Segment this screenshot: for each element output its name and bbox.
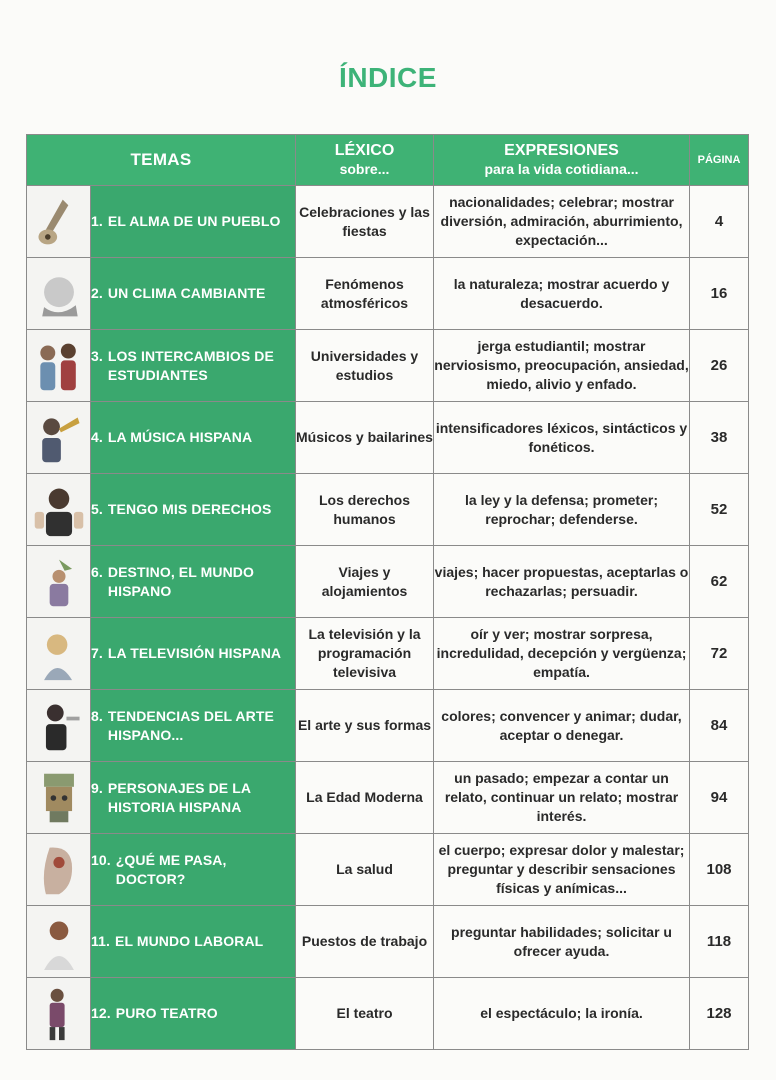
- tema-cell: [91, 834, 296, 906]
- pagina-cell: 26: [690, 330, 749, 402]
- woman-hands-icon: [31, 478, 87, 542]
- tema-cell: [91, 186, 296, 258]
- tema-title: LA TELEVISIÓN HISPANA: [107, 645, 282, 661]
- tema-number: 2.: [91, 285, 103, 301]
- lexico-cell: Universidades y estudios: [296, 330, 434, 402]
- expresiones-cell: la naturaleza; mostrar acuerdo y desacuerdo.: [434, 258, 690, 330]
- table-row: [27, 834, 749, 906]
- pagina-cell: 128: [690, 978, 749, 1050]
- lexico-cell: La televisión y la programación televisiva: [296, 618, 434, 690]
- pagina-cell: 38: [690, 402, 749, 474]
- tema-title: LA MÚSICA HISPANA: [107, 429, 253, 445]
- lexico-cell: Viajes y alojamientos: [296, 546, 434, 618]
- artist-icon: [31, 694, 87, 758]
- tema-title: DESTINO, EL MUNDO HISPANO: [107, 563, 255, 599]
- expresiones-cell: el cuerpo; expresar dolor y malestar; preguntar y describir sensaciones físicas y anímicas...: [434, 834, 690, 906]
- table-row: [27, 330, 749, 402]
- pagina-cell: 62: [690, 546, 749, 618]
- aztec-mask-icon: [31, 766, 87, 830]
- worker-woman-icon: [31, 910, 87, 974]
- tema-cell: [91, 618, 296, 690]
- header-expresiones-main: EXPRESIONES: [504, 142, 619, 159]
- pagina-cell: 16: [690, 258, 749, 330]
- thumbnail-cell: [27, 834, 91, 906]
- thumbnail-cell: [27, 474, 91, 546]
- tema-cell: [91, 402, 296, 474]
- table-row: [27, 402, 749, 474]
- expresiones-cell: oír y ver; mostrar sorpresa, incredulidad, decepción y vergüenza; empatía.: [434, 618, 690, 690]
- tema-number: 5.: [91, 501, 103, 517]
- tema-title: PURO TEATRO: [115, 1005, 218, 1021]
- lexico-cell: Los derechos humanos: [296, 474, 434, 546]
- pagina-cell: 118: [690, 906, 749, 978]
- tema-cell: [91, 546, 296, 618]
- tema-number: 3.: [91, 347, 103, 364]
- traveler-icon: [31, 550, 87, 614]
- header-expresiones-sub: para la vida cotidiana...: [484, 161, 639, 177]
- tema-title: EL MUNDO LABORAL: [115, 933, 264, 949]
- expresiones-cell: preguntar habilidades; solicitar u ofrecer ayuda.: [434, 906, 690, 978]
- tema-title: PERSONAJES DE LA HISTORIA HISPANA: [107, 779, 251, 815]
- tema-title: TENGO MIS DERECHOS: [107, 501, 272, 517]
- lexico-cell: Puestos de trabajo: [296, 906, 434, 978]
- expresiones-cell: viajes; hacer propuestas, aceptarlas o rechazarlas; persuadir.: [434, 546, 690, 618]
- tema-title: UN CLIMA CAMBIANTE: [107, 285, 266, 301]
- header-lexico: [296, 135, 434, 186]
- guitar-icon: [31, 190, 87, 254]
- tema-title: EL ALMA DE UN PUEBLO: [107, 213, 281, 229]
- thumbnail-cell: [27, 546, 91, 618]
- table-row: [27, 690, 749, 762]
- tema-title: TENDENCIAS DEL ARTE HISPANO...: [107, 707, 274, 743]
- lexico-cell: Celebraciones y las fiestas: [296, 186, 434, 258]
- table-row: [27, 978, 749, 1050]
- expresiones-cell: jerga estudiantil; mostrar nerviosismo, preocupación, ansiedad, miedo, alivio y enfado.: [434, 330, 690, 402]
- thumbnail-cell: [27, 330, 91, 402]
- tema-cell: [91, 330, 296, 402]
- woman-tv-icon: [31, 622, 87, 686]
- table-row: [27, 258, 749, 330]
- tema-number: 1.: [91, 213, 103, 229]
- thumbnail-cell: [27, 690, 91, 762]
- tema-number: 6.: [91, 563, 103, 580]
- tema-cell: [91, 474, 296, 546]
- table-row: [27, 546, 749, 618]
- tema-title: LOS INTERCAMBIOS DE ESTUDIANTES: [107, 347, 274, 383]
- anatomy-head-icon: [31, 838, 87, 902]
- trumpet-player-icon: [31, 406, 87, 470]
- lexico-cell: Fenómenos atmosféricos: [296, 258, 434, 330]
- tema-number: 4.: [91, 429, 103, 445]
- header-pagina: PÁGINA: [690, 135, 749, 186]
- expresiones-cell: el espectáculo; la ironía.: [434, 978, 690, 1050]
- lexico-cell: La Edad Moderna: [296, 762, 434, 834]
- tema-cell: [91, 906, 296, 978]
- actor-icon: [31, 982, 87, 1046]
- header-row: [27, 135, 749, 186]
- students-icon: [31, 334, 87, 398]
- index-table: [26, 134, 749, 1050]
- pagina-cell: 4: [690, 186, 749, 258]
- thumbnail-cell: [27, 762, 91, 834]
- header-temas: TEMAS: [27, 135, 296, 186]
- table-row: [27, 906, 749, 978]
- expresiones-cell: la ley y la defensa; prometer; reprochar; defenderse.: [434, 474, 690, 546]
- expresiones-cell: nacionalidades; celebrar; mostrar diversión, admiración, aburrimiento, expectación...: [434, 186, 690, 258]
- header-expresiones: [434, 135, 690, 186]
- lexico-cell: El teatro: [296, 978, 434, 1050]
- table-row: [27, 186, 749, 258]
- tema-number: 11.: [91, 933, 110, 949]
- expresiones-cell: un pasado; empezar a contar un relato, continuar un relato; mostrar interés.: [434, 762, 690, 834]
- tema-number: 7.: [91, 645, 103, 661]
- expresiones-cell: intensificadores léxicos, sintácticos y fonéticos.: [434, 402, 690, 474]
- table-row: [27, 618, 749, 690]
- header-lexico-sub: sobre...: [339, 161, 390, 177]
- tema-number: 8.: [91, 707, 103, 724]
- expresiones-cell: colores; convencer y animar; dudar, aceptar o denegar.: [434, 690, 690, 762]
- table-row: [27, 762, 749, 834]
- tema-cell: [91, 978, 296, 1050]
- table-row: [27, 474, 749, 546]
- thumbnail-cell: [27, 186, 91, 258]
- pagina-cell: 52: [690, 474, 749, 546]
- pagina-cell: 84: [690, 690, 749, 762]
- tema-number: 10.: [91, 851, 111, 868]
- tema-number: 9.: [91, 779, 103, 796]
- pagina-cell: 72: [690, 618, 749, 690]
- tema-cell: [91, 690, 296, 762]
- thumbnail-cell: [27, 978, 91, 1050]
- thumbnail-cell: [27, 258, 91, 330]
- lexico-cell: Músicos y bailarines: [296, 402, 434, 474]
- tema-title: ¿QUÉ ME PASA, DOCTOR?: [115, 851, 227, 887]
- tema-number: 12.: [91, 1005, 111, 1021]
- thumbnail-cell: [27, 618, 91, 690]
- pagina-cell: 108: [690, 834, 749, 906]
- lexico-cell: El arte y sus formas: [296, 690, 434, 762]
- thumbnail-cell: [27, 906, 91, 978]
- page-title: ÍNDICE: [339, 62, 437, 93]
- lexico-cell: La salud: [296, 834, 434, 906]
- pagina-cell: 94: [690, 762, 749, 834]
- globe-hand-icon: [31, 262, 87, 326]
- header-lexico-main: LÉXICO: [334, 142, 395, 159]
- tema-cell: [91, 258, 296, 330]
- tema-cell: [91, 762, 296, 834]
- thumbnail-cell: [27, 402, 91, 474]
